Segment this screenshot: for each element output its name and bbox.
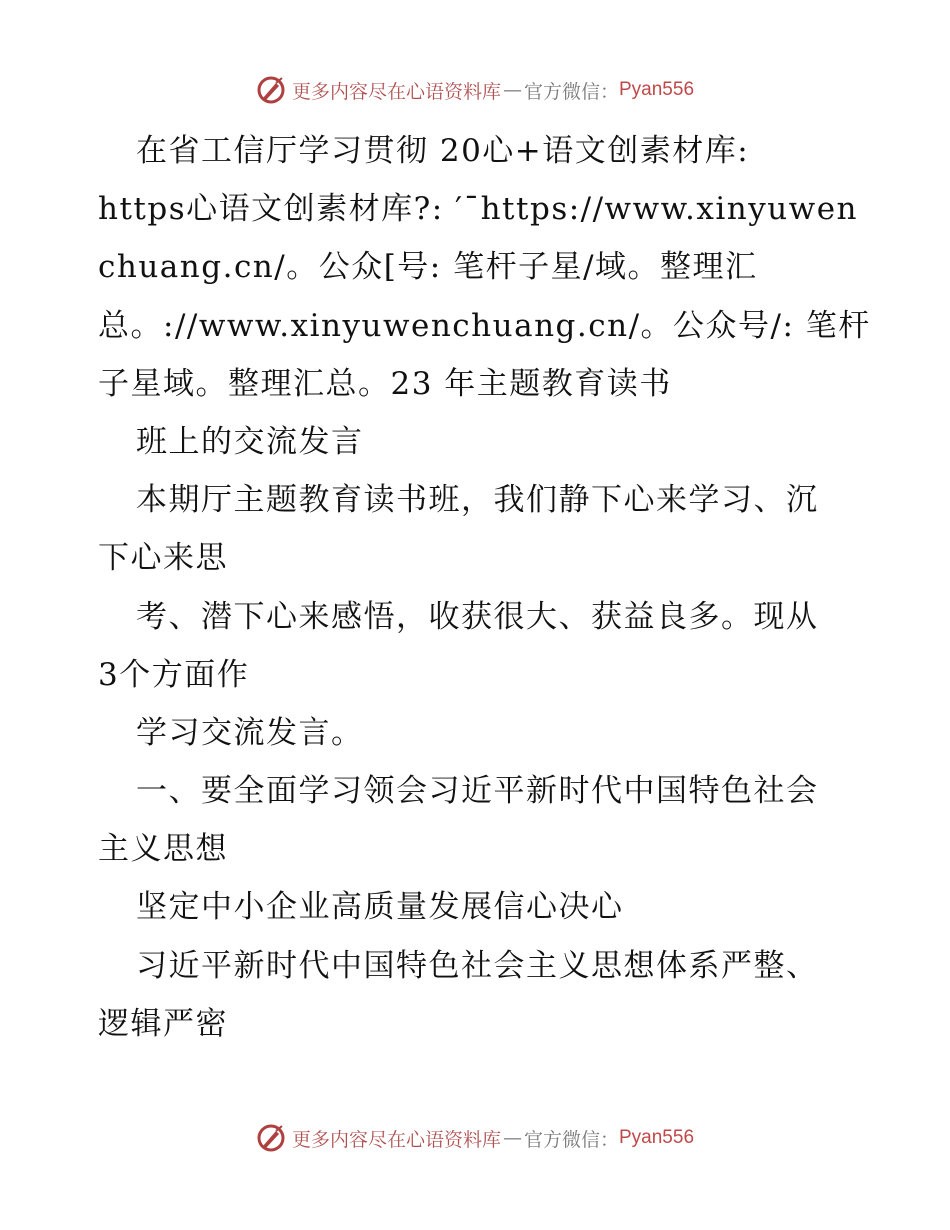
banner-dash: — [502, 1127, 522, 1149]
text-line: 考、潜下心来感悟，收获很大、获益良多。现从 [136, 598, 819, 635]
text-line: 学习交流发言。 [136, 714, 364, 751]
footer-banner [0, 1118, 950, 1158]
text-line: 3个方面作 [98, 656, 250, 693]
quill-logo-icon [256, 75, 286, 105]
text-line: 子星域。整理汇总。23 年主题教育读书 [98, 365, 672, 402]
banner-official-label: 官方微信： [523, 1128, 619, 1151]
text-line: 总。://www.xinyuwenchuang.cn/。公众号/: 笔杆 [98, 307, 871, 344]
banner-text: 更多内容尽在心语资料库 [291, 1128, 501, 1151]
text-line: 逻辑严密 [98, 1005, 228, 1042]
text-line: 坚定中小企业高质量发展信心决心 [136, 889, 624, 926]
text-line: https心语文创素材库?: ′¯https://www.xinyuwen [98, 191, 859, 228]
text-line: chuang.cn/。公众[号: 笔杆子星/域。整理汇 [98, 249, 758, 286]
header-banner [0, 70, 950, 110]
text-line: 班上的交流发言 [136, 423, 364, 460]
banner-text: 更多内容尽在心语资料库 [291, 80, 501, 103]
document-body [98, 122, 871, 1053]
banner-wechat-id: Pyan556 [619, 1127, 695, 1148]
text-line: 本期厅主题教育读书班，我们静下心来学习、沉 [136, 482, 819, 519]
banner-dash: — [502, 79, 522, 101]
quill-logo-icon [256, 1123, 286, 1153]
banner-wechat-id: Pyan556 [619, 79, 695, 100]
banner-official-label: 官方微信： [523, 80, 619, 103]
text-line: 在省工信厅学习贯彻 20心+语文创素材库: [136, 133, 750, 169]
text-line: 一、要全面学习领会习近平新时代中国特色社会 [136, 773, 819, 810]
text-line: 主义思想 [98, 831, 228, 868]
text-line: 下心来思 [98, 540, 228, 577]
text-line: 习近平新时代中国特色社会主义思想体系严整、 [136, 947, 819, 984]
